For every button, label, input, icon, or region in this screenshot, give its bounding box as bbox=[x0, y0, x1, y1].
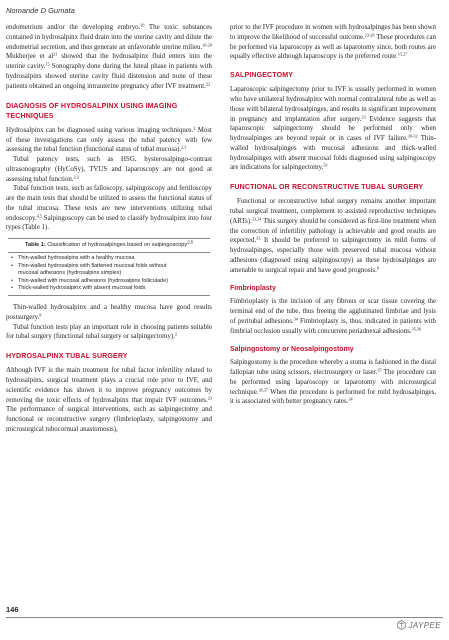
section-heading-functional-surgery: FUNCTIONAL OR RECONSTRUCTIVE TUBAL SURGERY bbox=[230, 183, 424, 192]
subheading-fimbrioplasty: Fimbrioplasty bbox=[230, 285, 276, 293]
paragraph: Functional or reconstructive tubal surgery remains another important tubal surgical treatment, complement to assisted reproductive techniques (ARTs).$^{33,34}$ This surgery should be considered as first-line treatment when the correction of infertility pathology is achievable and good results are expected.$^{33}$ It should be preferred to salpingectomy in mild forms of hydrosalpinges, especially those with preserved tubal mucosa without adhesions (diagnosed using salpingoscopy) as these hydrosalpinges are amenable to surgical repair and have good prognosis.$^8$ bbox=[230, 198, 436, 274]
subheading-salpingostomy: Salpingostomy or Neosalpingostomy bbox=[230, 346, 354, 354]
publisher-name: JAYPEE bbox=[408, 620, 441, 630]
running-head: Nomande D Gumata bbox=[6, 6, 75, 15]
paragraph: Laparoscopic salpingectomy prior to IVF is usually performed in women who have unilateral hydrosalpinx with normal contralateral tube as well as those with bilateral hydrosalpinges, and results in significant improvement in pregnancy and implantation after surgery.$^{23}$ Evidence suggests that laparoscopic salpingectomy should be performed only when hydrosalpinges are beyond repair or in cases of IVF failure.$^{30-32}$ Thin-walled hydrosalpinges with mucosal adhesions and thick-walled hydrosalpinges with absent mucosal folds diagnosed using salpingoscopy are indications for salpingectomy.$^{33}$ bbox=[230, 86, 436, 172]
table-item: • Thin-walled hydrosalpinx with flattened mucosal folds without mucosal adhesions (hydrosalpinx simplex) bbox=[8, 263, 210, 278]
section-heading-diagnosis: DIAGNOSIS OF HYDROSALPINX USING IMAGING TECHNIQUES bbox=[6, 102, 178, 120]
section-heading-surgery: HYDROSALPINX TUBAL SURGERY bbox=[6, 352, 128, 361]
footer-rule bbox=[6, 617, 443, 618]
paragraph: Fimbrioplasty is the incision of any fibrous or scar tissue covering the terminal end of the tube, thus freeing the agglutinated fimbriae and lysis of peritubal adhesions.$^{34}$ Fimbrioplasty is, thus, indicated in patients with fimbrial occlusion usually with concurrent periadnexal adhesions.$^{35,36}$ bbox=[230, 298, 436, 335]
paragraph: Hydrosalpinx can be diagnosed using various imaging techniques.$^2$ Most of these investigations can only assess the tubal patency with few assessing the tubal function (functional status of tubal mucosa).$^{2,3}$ bbox=[6, 125, 212, 154]
table-item: • Thick-walled hydrosalpinx with absent mucosal folds bbox=[8, 285, 210, 293]
paragraph: Tubal patency tests, such as HSG, hysterosalpingo-contrast ultrasonography (HyCoSy), TVUS and laparoscopy are not good at assessing tubal function.$^{2,3}$ bbox=[6, 156, 212, 183]
table-caption: Table 1: Classification of hydrosalpinges based on salpingoscopy$^{2,6}$ bbox=[8, 239, 210, 253]
table-item: • Thin-walled with mucosal adhesions (hydrosalpinx folliculade) bbox=[8, 278, 210, 286]
paragraph: Thin-walled hydrosalpinx and a healthy mucosa have good results postsurgery.$^8$ bbox=[6, 304, 212, 321]
publisher-logo bbox=[397, 620, 442, 630]
paragraph: Salpingostomy is the procedure whereby a stoma is fashioned in the distal fallopian tube using scissors, electrosurgery or laser.$^{35}$ The procedure can be performed using laparoscopy or laparotomy with microsurgical technique.$^{36,37}$ When the procedure is performed for mild hydrosalpinges, it is associated with better pregnancy rates.$^{34}$ bbox=[230, 359, 436, 406]
table-item: • Thin-walled hydrosalpinx with a healthy mucosa bbox=[8, 255, 210, 263]
paragraph: Although IVF is the main treatment for tubal factor infertility related to hydrosalpinx, surgical treatment plays a crucial role prior to IVF, and scientific evidence has shown it to improve pregnancy outcomes by removing the toxic effects of hydrosalpinx that impair IVF outcomes.$^{23}$ The performance of surgical interventions, such as salpingectomy and functional or reconstructive surgery (fimbrioplasty, salpingostomy and microsurgical tubocornual anastomosis), bbox=[6, 367, 212, 433]
publisher-emblem-icon bbox=[397, 620, 406, 630]
page-number: 146 bbox=[6, 605, 19, 614]
left-column bbox=[6, 23, 212, 435]
paragraph: Tubal function tests, such as falloscopy, salpingoscopy and fertiloscopy are the main tests that should be utilized to assess the functional status of the tubal mucosa. These tests are new interventions utilizing tubal endoscopy.$^{4,5}$ Salpingoscopy can be used to classify hydrosalpinx into four types (Table 1). bbox=[6, 185, 212, 232]
section-heading-salpingectomy: SALPINGECTOMY bbox=[230, 71, 294, 79]
right-column bbox=[230, 23, 436, 407]
paragraph: Tubal function tests play an important role in choosing patients suitable for tubal surgery (functional tubal surgery or salpingectomy).$^2$ bbox=[6, 323, 212, 341]
paragraph: endometrium and/or the developing embryo.$^{16}$ The toxic substances contained in hydrosalpinx fluid drain into the uterine cavity and dilute the endometrial secretion, and thus generate an unfavorable uterine milieu.$^{16-20}$ Mukherjee et $al^{21}$ showed that the hydrosalpinx fluid enters into the uterine cavity.$^{15}$ Sonography done during the luteal phase in patients with hydrosalpinx showed uterine cavity fluid distension and none of these patients obtained an ongoing intrauterine pregnancy after IVF treatment.$^{22}$ bbox=[6, 22, 212, 90]
classification-table bbox=[8, 238, 210, 296]
paragraph: prior to the IVF procedure in women with hydrosalpinges has been shown to improve the likelihood of successful outcome.$^{23-26}$ These procedures can be performed via laparoscopy as well as laparotomy since, both routes are equally effective although laparoscopy is the preferred route.$^{15,27}$ bbox=[230, 24, 436, 61]
table-list bbox=[8, 253, 210, 295]
